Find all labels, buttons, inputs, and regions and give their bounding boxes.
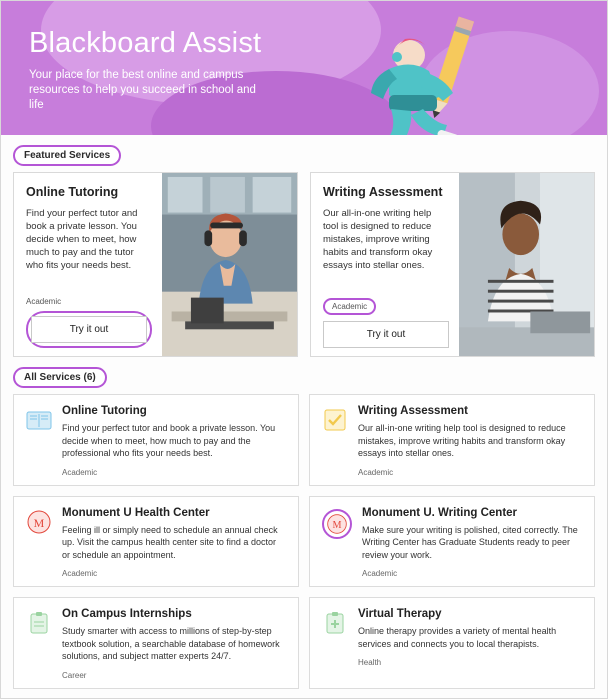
service-card-title: Online Tutoring — [62, 405, 147, 417]
svg-text:M: M — [332, 519, 342, 531]
featured-card-body — [14, 173, 162, 356]
clipboard-health-icon — [322, 610, 348, 636]
service-card-body — [358, 405, 582, 477]
all-services-grid — [1, 394, 607, 699]
service-card-title: Monument U Health Center — [62, 506, 210, 519]
featured-card-title: Online Tutoring — [26, 185, 119, 199]
service-card-body — [62, 608, 286, 680]
service-card-tag: Academic — [62, 569, 98, 578]
featured-card-tag: Academic — [323, 298, 376, 315]
service-card-description: Feeling ill or simply need to schedule an annual check up. Visit the campus health center site to find a doctor or schedule an appointment. — [62, 524, 278, 560]
monument-u-logo-icon — [322, 509, 352, 539]
student-smiling-at-laptop-photo — [459, 173, 594, 356]
page-subtitle: Your place for the best online and campus resources to help you succeed in school and life — [29, 69, 256, 111]
try-it-out-highlight-ring — [26, 311, 152, 348]
service-card-monument-u-health-center[interactable] — [13, 496, 299, 588]
open-book-icon — [26, 407, 52, 433]
service-card-online-tutoring[interactable] — [13, 394, 299, 486]
service-card-body — [62, 507, 286, 579]
service-card-virtual-therapy[interactable] — [309, 597, 595, 689]
service-card-monument-u-writing-center[interactable] — [309, 496, 595, 588]
all-services-section-header — [1, 357, 607, 394]
featured-services-label: Featured Services — [13, 145, 121, 166]
runner-with-pencil-illustration — [331, 3, 521, 135]
featured-card-online-tutoring[interactable] — [13, 172, 298, 357]
featured-card-writing-assessment[interactable] — [310, 172, 595, 357]
service-card-tag: Academic — [358, 467, 394, 477]
tutor-at-laptop-photo — [162, 173, 297, 356]
svg-text:M: M — [33, 515, 45, 530]
service-card-description: Our all-in-one writing help tool is designed to reduce mistakes, improve writing habits and transform okay essays into stellar ones. — [358, 423, 566, 458]
page-title: Blackboard Assist — [29, 27, 262, 59]
try-it-out-button[interactable]: Try it out — [323, 321, 449, 348]
monument-u-logo-icon — [26, 509, 52, 535]
service-card-body — [362, 507, 582, 579]
featured-card-body — [311, 173, 459, 356]
service-card-tag: Academic — [62, 467, 98, 477]
service-card-description: Study smarter with access to millions of step-by-step textbook solution, a searchable database of homework solutions, and subject matter experts 24/7. — [62, 626, 280, 661]
service-card-title: Virtual Therapy — [358, 608, 442, 620]
featured-section-header — [1, 135, 607, 172]
service-card-title: Writing Assessment — [358, 405, 468, 417]
service-card-description: Make sure your writing is polished, cited correctly. The Writing Center has Graduate Students ready to peer review your work. — [362, 524, 578, 560]
service-card-body — [62, 405, 286, 477]
service-card-tag: Career — [62, 670, 87, 680]
service-card-writing-assessment[interactable] — [309, 394, 595, 486]
service-card-tag: Academic — [362, 569, 398, 578]
service-card-title: On Campus Internships — [62, 608, 192, 620]
hero-banner — [1, 1, 607, 135]
featured-card-title: Writing Assessment — [323, 185, 443, 199]
service-card-description: Online therapy provides a variety of mental health services and connects you to local therapists. — [358, 626, 557, 649]
all-services-label: All Services (6) — [13, 367, 107, 388]
featured-card-tag: Academic — [26, 297, 62, 306]
featured-services-row — [1, 172, 607, 357]
service-card-title: Monument U. Writing Center — [362, 506, 518, 519]
checklist-icon — [322, 407, 348, 433]
featured-card-description: Our all-in-one writing help tool is designed to reduce mistakes, improve writing habits and transform okay essays into stellar ones. — [323, 208, 433, 271]
clipboard-icon — [26, 610, 52, 636]
service-card-on-campus-internships[interactable] — [13, 597, 299, 689]
service-card-tag: Health — [358, 658, 382, 667]
hero-text-block — [29, 27, 261, 113]
featured-card-description: Find your perfect tutor and book a private lesson. You decide when to meet, how much to pay and the tutor who fits your needs best. — [26, 208, 138, 271]
service-card-body — [358, 608, 582, 680]
service-card-description: Find your perfect tutor and book a private lesson. You decide when to meet, how much to pay and the professional who fits your needs best. — [62, 423, 276, 458]
try-it-out-button[interactable]: Try it out — [31, 316, 147, 343]
